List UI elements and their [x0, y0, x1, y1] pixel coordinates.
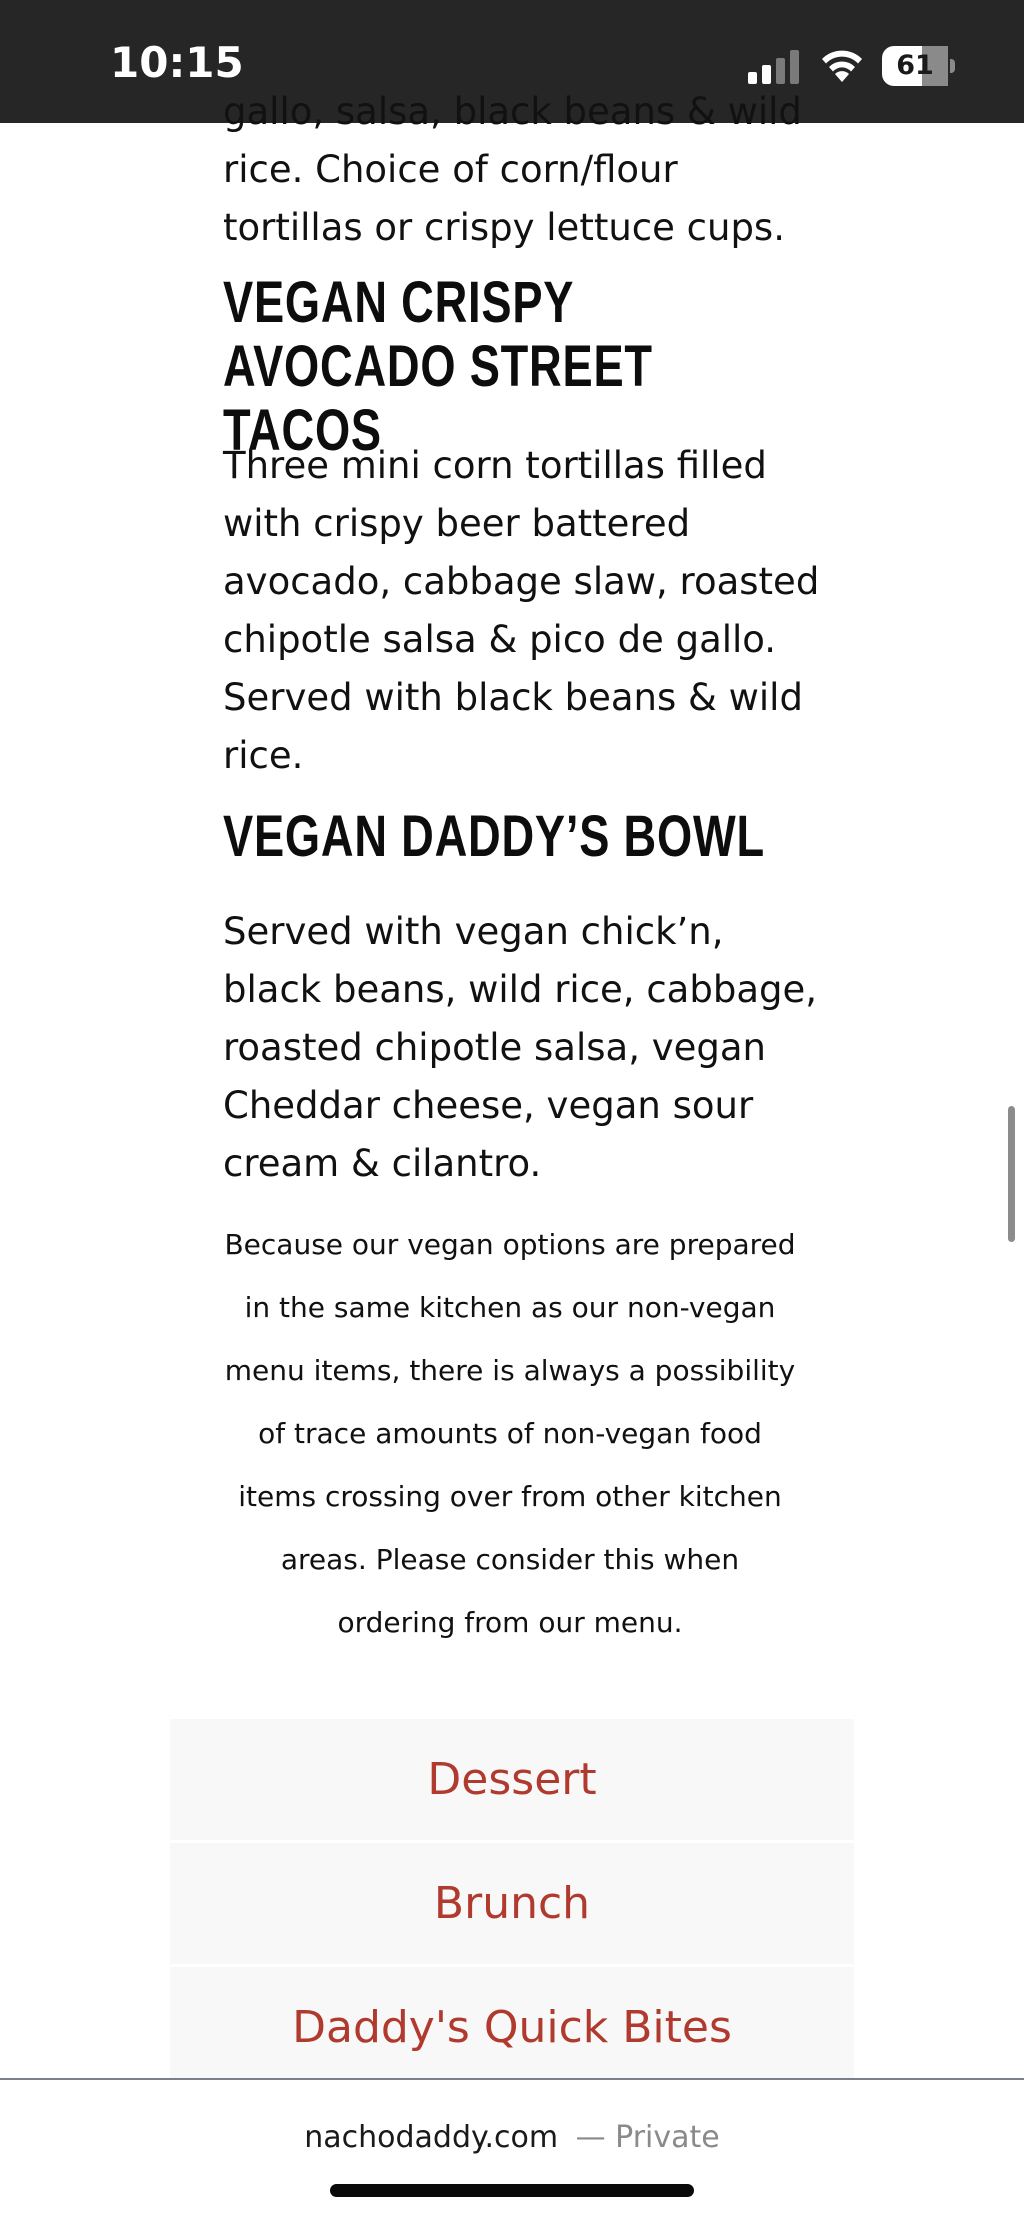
- battery-level: 61: [896, 50, 934, 81]
- private-mode-label: — Private: [575, 2120, 720, 2155]
- menu-link-dessert[interactable]: Dessert: [170, 1719, 854, 1840]
- menu-item-title-bowl: VEGAN DADDY’S BOWL: [223, 804, 765, 869]
- browser-address-bar[interactable]: [0, 2078, 1024, 2218]
- menu-link-quick-bites[interactable]: Daddy's Quick Bites: [170, 1967, 854, 2088]
- url-display[interactable]: [0, 2120, 1024, 2155]
- menu-item-description-bowl: Served with vegan chick’n, black beans, wild rice, cabbage, roasted chipotle salsa, vegan Cheddar cheese, vegan sour cream & cilantro.: [223, 910, 818, 1185]
- wifi-icon: [818, 46, 866, 84]
- menu-link-brunch[interactable]: Brunch: [170, 1843, 854, 1964]
- url-domain: nachodaddy.com: [304, 2120, 559, 2155]
- menu-item-description-tacos: Three mini corn tortillas filled with crispy beer battered avocado, cabbage slaw, roasted chipotle salsa & pico de gallo. Served with black beans & wild rice.: [223, 444, 820, 777]
- battery-nub: [950, 59, 955, 73]
- page-content: [0, 90, 1024, 2078]
- previous-item-description: gallo, salsa, black beans & wild rice. Choice of corn/flour tortillas or crispy lettuce cups.: [223, 90, 802, 249]
- battery-icon: [882, 46, 956, 86]
- status-time: 10:15: [110, 38, 244, 87]
- cellular-signal-icon: [748, 50, 800, 84]
- home-indicator[interactable]: [330, 2184, 694, 2197]
- menu-category-links: [170, 1719, 854, 2091]
- menu-item-title-tacos: VEGAN CRISPY AVOCADO STREET TACOS: [223, 270, 653, 463]
- allergen-disclaimer: Because our vegan options are prepared in the same kitchen as our non-vegan menu items, there is always a possibility of trace amounts of non-vegan food items crossing over from other kitchen areas. Please consider this when ordering from our menu.: [224, 1228, 796, 1639]
- scroll-indicator[interactable]: [1008, 1106, 1015, 1242]
- battery-body: [882, 46, 948, 86]
